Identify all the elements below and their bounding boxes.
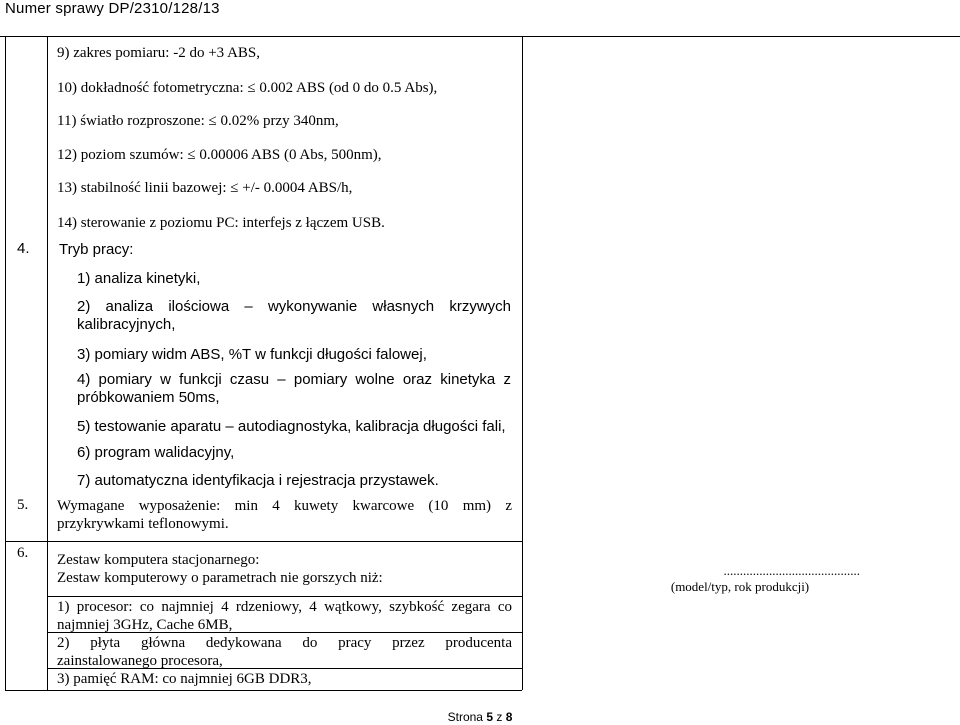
computer-item-2	[57, 634, 512, 670]
mode-item-2-line1: 2) analiza ilościowa – wykonywanie własnych krzywych	[77, 298, 511, 315]
model-field	[600, 563, 880, 595]
spec-item-9: 9) zakres pomiaru: -2 do +3 ABS,	[57, 45, 261, 61]
mode-item-3: 3) pomiary widm ABS, %T w funkcji długości falowej,	[77, 346, 427, 363]
section-5-line1: Wymagane wyposażenie: min 4 kuwety kwarcowe (10 mm) z	[57, 498, 512, 514]
computer-item-2-line1: 2) płyta główna dedykowana do pracy przez producenta	[57, 635, 512, 651]
section-4-title: Tryb pracy:	[59, 241, 134, 258]
section-6-heading-1: Zestaw komputera stacjonarnego:	[57, 552, 260, 568]
spec-item-14: 14) sterowanie z poziomu PC: interfejs z łączem USB.	[57, 215, 385, 231]
row-separator-section6-a	[47, 596, 522, 597]
mode-item-4-line2: próbkowaniem 50ms,	[77, 389, 220, 406]
section-5-line2: przykrywkami teflonowymi.	[57, 516, 229, 532]
spec-item-11: 11) światło rozproszone: ≤ 0.02% przy 340nm,	[57, 113, 339, 129]
row-separator-section6-top	[5, 541, 522, 542]
footer-page: 5	[486, 710, 493, 724]
section-5-number: 5.	[17, 497, 29, 513]
footer-sep: z	[496, 710, 503, 724]
mode-item-4-line1: 4) pomiary w funkcji czasu – pomiary wolne oraz kinetyka z	[77, 371, 511, 388]
computer-item-2-line2: zainstalowanego procesora,	[57, 653, 223, 669]
mode-item-2-line2: kalibracyjnych,	[77, 316, 176, 333]
section-6-number: 6.	[17, 545, 29, 561]
footer-label: Strona	[447, 710, 483, 724]
section-4-number: 4.	[17, 240, 30, 257]
mode-item-7: 7) automatyczna identyfikacja i rejestracja przystawek.	[77, 472, 439, 489]
table-left-border	[5, 36, 6, 690]
table-bottom-border	[5, 690, 522, 691]
computer-item-3: 3) pamięć RAM: co najmniej 6GB DDR3,	[57, 671, 312, 687]
section-6-heading-2: Zestaw komputerowy o parametrach nie gorszych niż:	[57, 570, 383, 586]
column-divider-number	[47, 36, 48, 690]
spec-item-12: 12) poziom szumów: ≤ 0.00006 ABS (0 Abs, 500nm),	[57, 147, 382, 163]
mode-item-2	[77, 298, 511, 334]
spec-item-13: 13) stabilność linii bazowej: ≤ +/- 0.0004 ABS/h,	[57, 180, 353, 196]
computer-item-1-line2: najmniej 3GHz, Cache 6MB,	[57, 617, 233, 633]
model-dots: ..........................................	[723, 563, 860, 578]
computer-item-1-line1: 1) procesor: co najmniej 4 rdzeniowy, 4 wątkowy, szybkość zegara co	[57, 599, 512, 615]
column-divider-main	[522, 36, 523, 690]
model-caption: (model/typ, rok produkcji)	[670, 579, 810, 594]
section-5-text	[57, 497, 512, 533]
case-number-header: Numer sprawy DP/2310/128/13	[5, 0, 220, 17]
mode-item-5: 5) testowanie aparatu – autodiagnostyka, kalibracja długości fali,	[77, 418, 506, 435]
footer-total: 8	[505, 710, 513, 724]
page-footer	[0, 710, 960, 724]
spec-item-10: 10) dokładność fotometryczna: ≤ 0.002 ABS (od 0 do 0.5 Abs),	[57, 80, 438, 96]
mode-item-4	[77, 371, 511, 407]
mode-item-1: 1) analiza kinetyki,	[77, 270, 201, 287]
mode-item-6: 6) program walidacyjny,	[77, 444, 235, 461]
table-top-border	[0, 36, 960, 37]
computer-item-1	[57, 598, 512, 634]
